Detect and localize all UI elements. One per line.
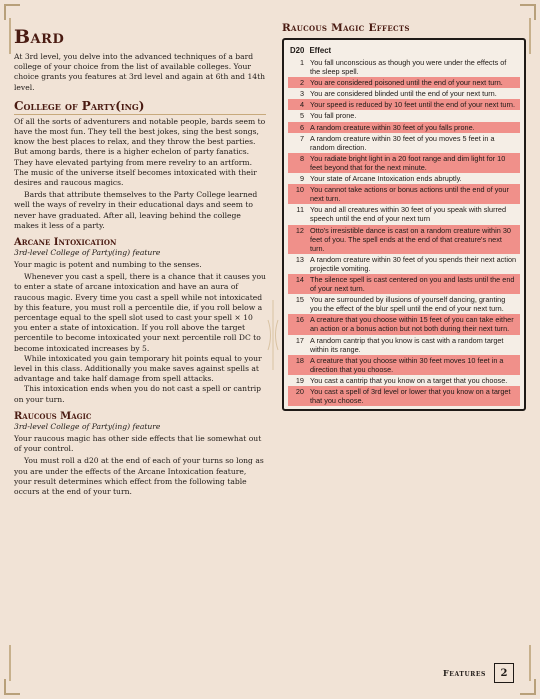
- row-effect: A creature that you choose within 15 feet of you can take either an action or a bonus action but not both during their next turn.: [310, 315, 514, 334]
- left-column: [14, 22, 266, 497]
- row-number: 6: [299, 122, 304, 132]
- table-row: [288, 57, 520, 77]
- table-row: [288, 184, 520, 204]
- arcane-paragraph: Your magic is potent and numbing to the senses.: [14, 260, 202, 270]
- table-row: [288, 254, 520, 274]
- row-effect: You are considered blinded until the end of your next turn.: [310, 89, 497, 99]
- effects-table: [282, 38, 526, 411]
- row-effect: You and all creatures within 30 feet of you speak with slurred speech until the end of your next turn: [310, 205, 507, 224]
- row-effect: A creature that you choose within 30 feet moves 10 feet in a direction that you choose.: [310, 355, 504, 374]
- table-row: [288, 274, 520, 294]
- row-number: 13: [295, 254, 304, 264]
- raucous-paragraph: You must roll a d20 at the end of each of your turns so long as you are under the effects of the Arcane Intoxication feature, your result determines which effect from the following table occurs at the end of your turn.: [14, 456, 264, 496]
- row-effect: Your speed is reduced by 10 feet until the end of your next turn.: [310, 100, 515, 110]
- row-effect: The silence spell is cast centered on you and lasts until the end of your next turn.: [310, 274, 515, 294]
- row-number: 8: [299, 153, 304, 163]
- table-row: [288, 335, 520, 355]
- table-row: [288, 122, 520, 133]
- row-effect: You are surrounded by illusions of yourself dancing, granting you the effect of the blur spell until the end of your next turn.: [310, 295, 506, 314]
- table-row: [288, 294, 520, 314]
- table-row: [288, 355, 520, 375]
- raucous-paragraph: Your raucous magic has other side effects that lie somewhat out of your control.: [14, 433, 262, 454]
- row-effect: A random creature within 30 feet of you spends their next action projectile vomiting.: [310, 254, 517, 273]
- table-row: [288, 99, 520, 110]
- arcane-paragraph: This intoxication ends when you do not cast a spell or cantrip on your turn.: [14, 384, 262, 404]
- row-number: 3: [299, 89, 304, 99]
- row-number: 1: [299, 58, 304, 67]
- row-effect: A random creature within 30 feet of you moves 5 feet in a random direction.: [310, 133, 495, 152]
- college-paragraph: Of all the sorts of adventurers and notable people, bards seem to have the most fun. They tell the best jokes, sing the best songs, know the best places to relax, and they throw the best parties. But among bards, there is a higher echelon of party fanatics. They have elevated partying from mere revelry to an artform. The music of the universe itself becomes intoxicated with their desires and raucous magics.: [14, 116, 266, 188]
- table-row: [288, 386, 520, 406]
- row-number: 15: [295, 295, 304, 305]
- table-row: [288, 77, 520, 88]
- ornament-divider-icon: [266, 300, 280, 370]
- table-row: [288, 225, 520, 254]
- table-header: [288, 44, 520, 57]
- row-effect: A random cantrip that you know is cast with a random target within its range.: [310, 335, 504, 354]
- row-effect: You cannot take actions or bonus actions until the end of your next turn.: [310, 185, 509, 204]
- row-effect: You fall unconscious as though you were under the effects of the sleep spell.: [310, 58, 507, 77]
- right-column: [282, 22, 526, 411]
- row-number: 11: [296, 205, 304, 215]
- row-number: 9: [299, 174, 304, 184]
- row-effect: Otto's irresistible dance is cast on a random creature within 30 feet of you. The spell ends at the end of that creature's next turn.: [310, 225, 511, 253]
- border-line: [529, 645, 531, 681]
- row-number: 18: [295, 355, 304, 365]
- row-effect: Your state of Arcane Intoxication ends abruptly.: [310, 174, 462, 184]
- table-row: [288, 204, 520, 224]
- corner-ornament: [520, 4, 536, 20]
- row-effect: You radiate bright light in a 20 foot range and dim light for 10 feet beyond that for the next minute.: [310, 153, 506, 172]
- row-number: 4: [299, 100, 304, 110]
- row-number: 5: [299, 111, 304, 121]
- table-row: [288, 173, 520, 184]
- row-number: 16: [295, 315, 304, 325]
- row-number: 17: [295, 335, 304, 345]
- table-row: [288, 133, 520, 153]
- corner-ornament: [520, 679, 536, 695]
- row-number: 10: [295, 185, 304, 195]
- arcane-heading: Arcane Intoxication: [14, 237, 117, 249]
- table-row: [288, 88, 520, 99]
- row-number: 14: [295, 274, 304, 284]
- page-number: 2: [494, 663, 514, 683]
- row-number: 12: [295, 225, 304, 235]
- college-heading: College of Party(ing): [14, 99, 266, 115]
- footer-label: Features: [443, 668, 486, 678]
- row-number: 20: [295, 387, 304, 396]
- border-line: [9, 18, 11, 54]
- page-title: Bard: [14, 26, 65, 48]
- header-effect: Effect: [309, 46, 332, 55]
- corner-ornament: [4, 679, 20, 695]
- arcane-paragraph: Whenever you cast a spell, there is a chance that it causes you to enter a state of arcane intoxication and have an aura of raucous magic. Every time you cast a spell while not intoxicated by this feature, you must roll a percentile die, if you roll below a percentage equal to the spell slot used to cast your spell × 10 you enter a state of intoxication. If you roll above the target percentile to become intoxicated your next percentile roll DC to become intoxicated increases by 5.: [14, 272, 266, 353]
- row-effect: A random creature within 30 feet of you falls prone.: [310, 122, 475, 132]
- page-footer: [443, 663, 514, 683]
- intro-paragraph: At 3rd level, you delve into the advanced techniques of a bard college of your choice from the list of available colleges. Your choice grants you features at 3rd level and again at 6th and 14th level.: [14, 52, 266, 92]
- row-effect: You cast a cantrip that you know on a target that you choose.: [310, 375, 508, 385]
- border-line: [529, 18, 531, 54]
- header-d20: D20: [290, 46, 305, 55]
- arcane-subtitle: 3rd-level College of Party(ing) feature: [14, 248, 161, 258]
- corner-ornament: [4, 4, 20, 20]
- border-line: [9, 645, 11, 681]
- table-row: [288, 153, 520, 173]
- row-effect: You fall prone.: [310, 111, 357, 121]
- table-body: [288, 57, 520, 406]
- row-effect: You are considered poisoned until the end of your next turn.: [310, 78, 503, 88]
- arcane-paragraph: While intoxicated you gain temporary hit points equal to your level in this class. Additionally you make saves against spells at advantage and take half damage from spell attacks.: [14, 353, 262, 384]
- table-row: [288, 314, 520, 334]
- raucous-heading: Raucous Magic: [14, 410, 92, 422]
- row-number: 2: [299, 78, 304, 88]
- row-number: 19: [295, 375, 304, 385]
- row-effect: You cast a spell of 3rd level or lower that you know on a target that you choose.: [310, 387, 511, 406]
- table-title: Raucous Magic Effects: [282, 22, 410, 34]
- table-row: [288, 110, 520, 121]
- raucous-subtitle: 3rd-level College of Party(ing) feature: [14, 421, 161, 431]
- row-number: 7: [299, 133, 304, 143]
- college-paragraph: Bards that attribute themselves to the Party College learned well the ways of revelry in their educational days and seem to never have graduated. After all, leaving behind the college makes it less of a party.: [14, 190, 258, 230]
- table-row: [288, 375, 520, 386]
